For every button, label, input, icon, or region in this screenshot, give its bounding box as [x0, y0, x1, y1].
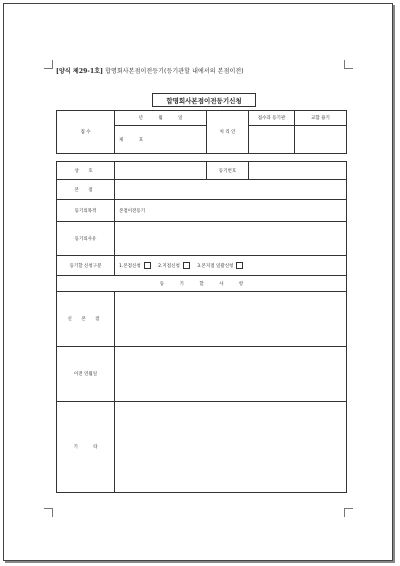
- move-date-field[interactable]: [115, 347, 347, 402]
- checkbox-head-office[interactable]: [144, 262, 151, 269]
- receipt-label: 접 수: [57, 111, 115, 154]
- crop-mark-top-left: [44, 60, 53, 69]
- crop-mark-top-right: [344, 60, 353, 69]
- head-office-field[interactable]: [115, 180, 347, 200]
- checkbox-batch[interactable]: [236, 262, 243, 269]
- items-header: 등 기 할 사 항: [57, 276, 347, 292]
- other-field[interactable]: [115, 402, 347, 493]
- new-office-label: 신 본 점: [57, 292, 115, 347]
- option-head-office: 1.본점신청: [119, 264, 141, 269]
- crop-mark-bottom-right: [344, 508, 353, 517]
- handler-label: 처 리 인: [207, 111, 249, 154]
- officer-stamp-box[interactable]: [249, 126, 295, 154]
- reg-cause-field[interactable]: [115, 222, 347, 256]
- trade-name-label: 상 호: [57, 162, 115, 180]
- reg-number-field[interactable]: [249, 162, 347, 180]
- form-description: 합명회사본점이전등기(등기관할 내에서의 본점이전): [105, 68, 244, 75]
- checkbox-branch-office[interactable]: [183, 262, 190, 269]
- office-type-options: [115, 256, 347, 276]
- application-table: [56, 161, 347, 493]
- check-label: 교합 용기: [295, 111, 347, 126]
- receipt-table: [56, 110, 347, 154]
- crop-mark-bottom-left: [44, 508, 53, 517]
- receipt-date: 년 월 일: [115, 111, 207, 126]
- other-label: 기 타: [57, 402, 115, 493]
- reg-purpose-label: 등기의목적: [57, 200, 115, 222]
- reg-cause-label: 등기의사유: [57, 222, 115, 256]
- form-reference: [56, 66, 244, 75]
- head-office-label: 본 점: [57, 180, 115, 200]
- option-branch-office: 2.지점신청: [158, 264, 180, 269]
- form-title: 합명회사본점이전등기신청: [152, 93, 256, 107]
- check-stamp-box[interactable]: [295, 126, 347, 154]
- form-number: [양식 제29-1호]: [56, 68, 104, 75]
- reg-purpose-value: 본점이전등기: [115, 200, 347, 222]
- new-office-field[interactable]: [115, 292, 347, 347]
- trade-name-field[interactable]: [115, 162, 207, 180]
- office-type-label: 등기할 신청구분: [57, 256, 115, 276]
- reg-number-label: 등기번호: [207, 162, 249, 180]
- option-batch: 3.본지점 일괄신청: [197, 264, 234, 269]
- move-date-label: 이전 연월일: [57, 347, 115, 402]
- receipt-number: 제 호: [115, 126, 207, 154]
- officer-label: 접수과 등기관: [249, 111, 295, 126]
